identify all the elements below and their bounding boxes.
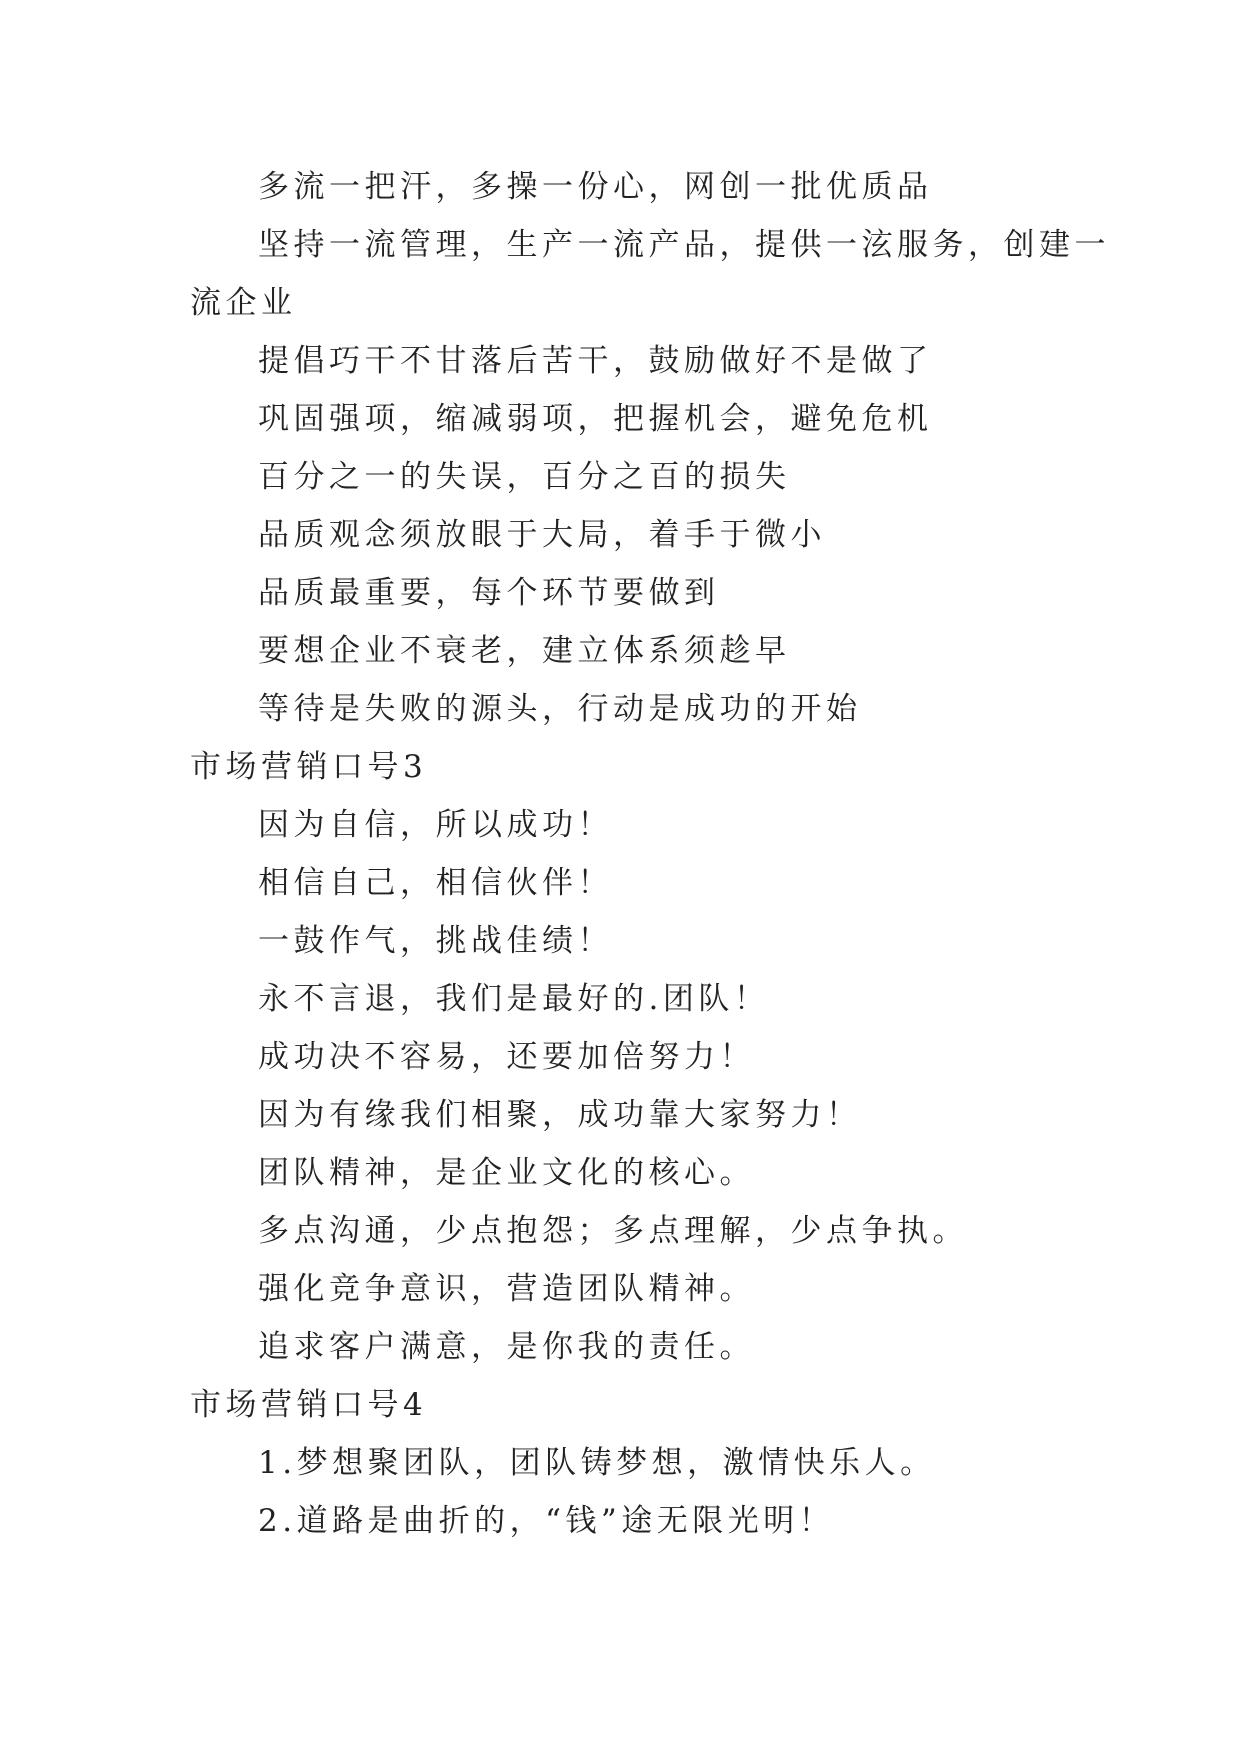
paragraph-line: 一鼓作气，挑战佳绩！ bbox=[258, 923, 613, 959]
numbered-item: 2.道路是曲折的，“钱”途无限光明！ bbox=[258, 1503, 835, 1539]
paragraph-line: 强化竞争意识，营造团队精神。 bbox=[258, 1271, 755, 1307]
paragraph-line: 品质观念须放眼于大局，着手于微小 bbox=[258, 517, 826, 553]
paragraph-line: 品质最重要，每个环节要做到 bbox=[258, 575, 720, 611]
paragraph-line: 团队精神，是企业文化的核心。 bbox=[258, 1155, 755, 1191]
section-heading: 市场营销口号3 bbox=[190, 749, 428, 785]
paragraph-line-continuation: 流企业 bbox=[190, 285, 297, 321]
paragraph-line: 多流一把汗，多操一份心，网创一批优质品 bbox=[258, 169, 933, 205]
paragraph-line: 多点沟通，少点抱怨；多点理解，少点争执。 bbox=[258, 1213, 968, 1249]
paragraph-line: 等待是失败的源头，行动是成功的开始 bbox=[258, 691, 862, 727]
paragraph-line: 要想企业不衰老，建立体系须趁早 bbox=[258, 633, 791, 669]
paragraph-line: 永不言退，我们是最好的.团队！ bbox=[258, 981, 770, 1017]
paragraph-line: 巩固强项，缩减弱项，把握机会，避免危机 bbox=[258, 401, 933, 437]
paragraph-line: 追求客户满意，是你我的责任。 bbox=[258, 1329, 755, 1365]
paragraph-line: 因为自信，所以成功！ bbox=[258, 807, 613, 843]
paragraph-line: 提倡巧干不甘落后苦干，鼓励做好不是做了 bbox=[258, 343, 933, 379]
section-heading: 市场营销口号4 bbox=[190, 1387, 428, 1423]
document-body bbox=[190, 158, 1110, 1550]
paragraph-line: 坚持一流管理，生产一流产品，提供一泫服务，创建一 bbox=[258, 227, 1110, 263]
numbered-item: 1.梦想聚团队，团队铸梦想，激情快乐人。 bbox=[258, 1445, 936, 1481]
paragraph-line: 相信自己，相信伙伴！ bbox=[258, 865, 613, 901]
paragraph-line: 成功决不容易，还要加倍努力！ bbox=[258, 1039, 755, 1075]
paragraph-line: 因为有缘我们相聚，成功靠大家努力！ bbox=[258, 1097, 862, 1133]
paragraph-line: 百分之一的失误，百分之百的损失 bbox=[258, 459, 791, 495]
